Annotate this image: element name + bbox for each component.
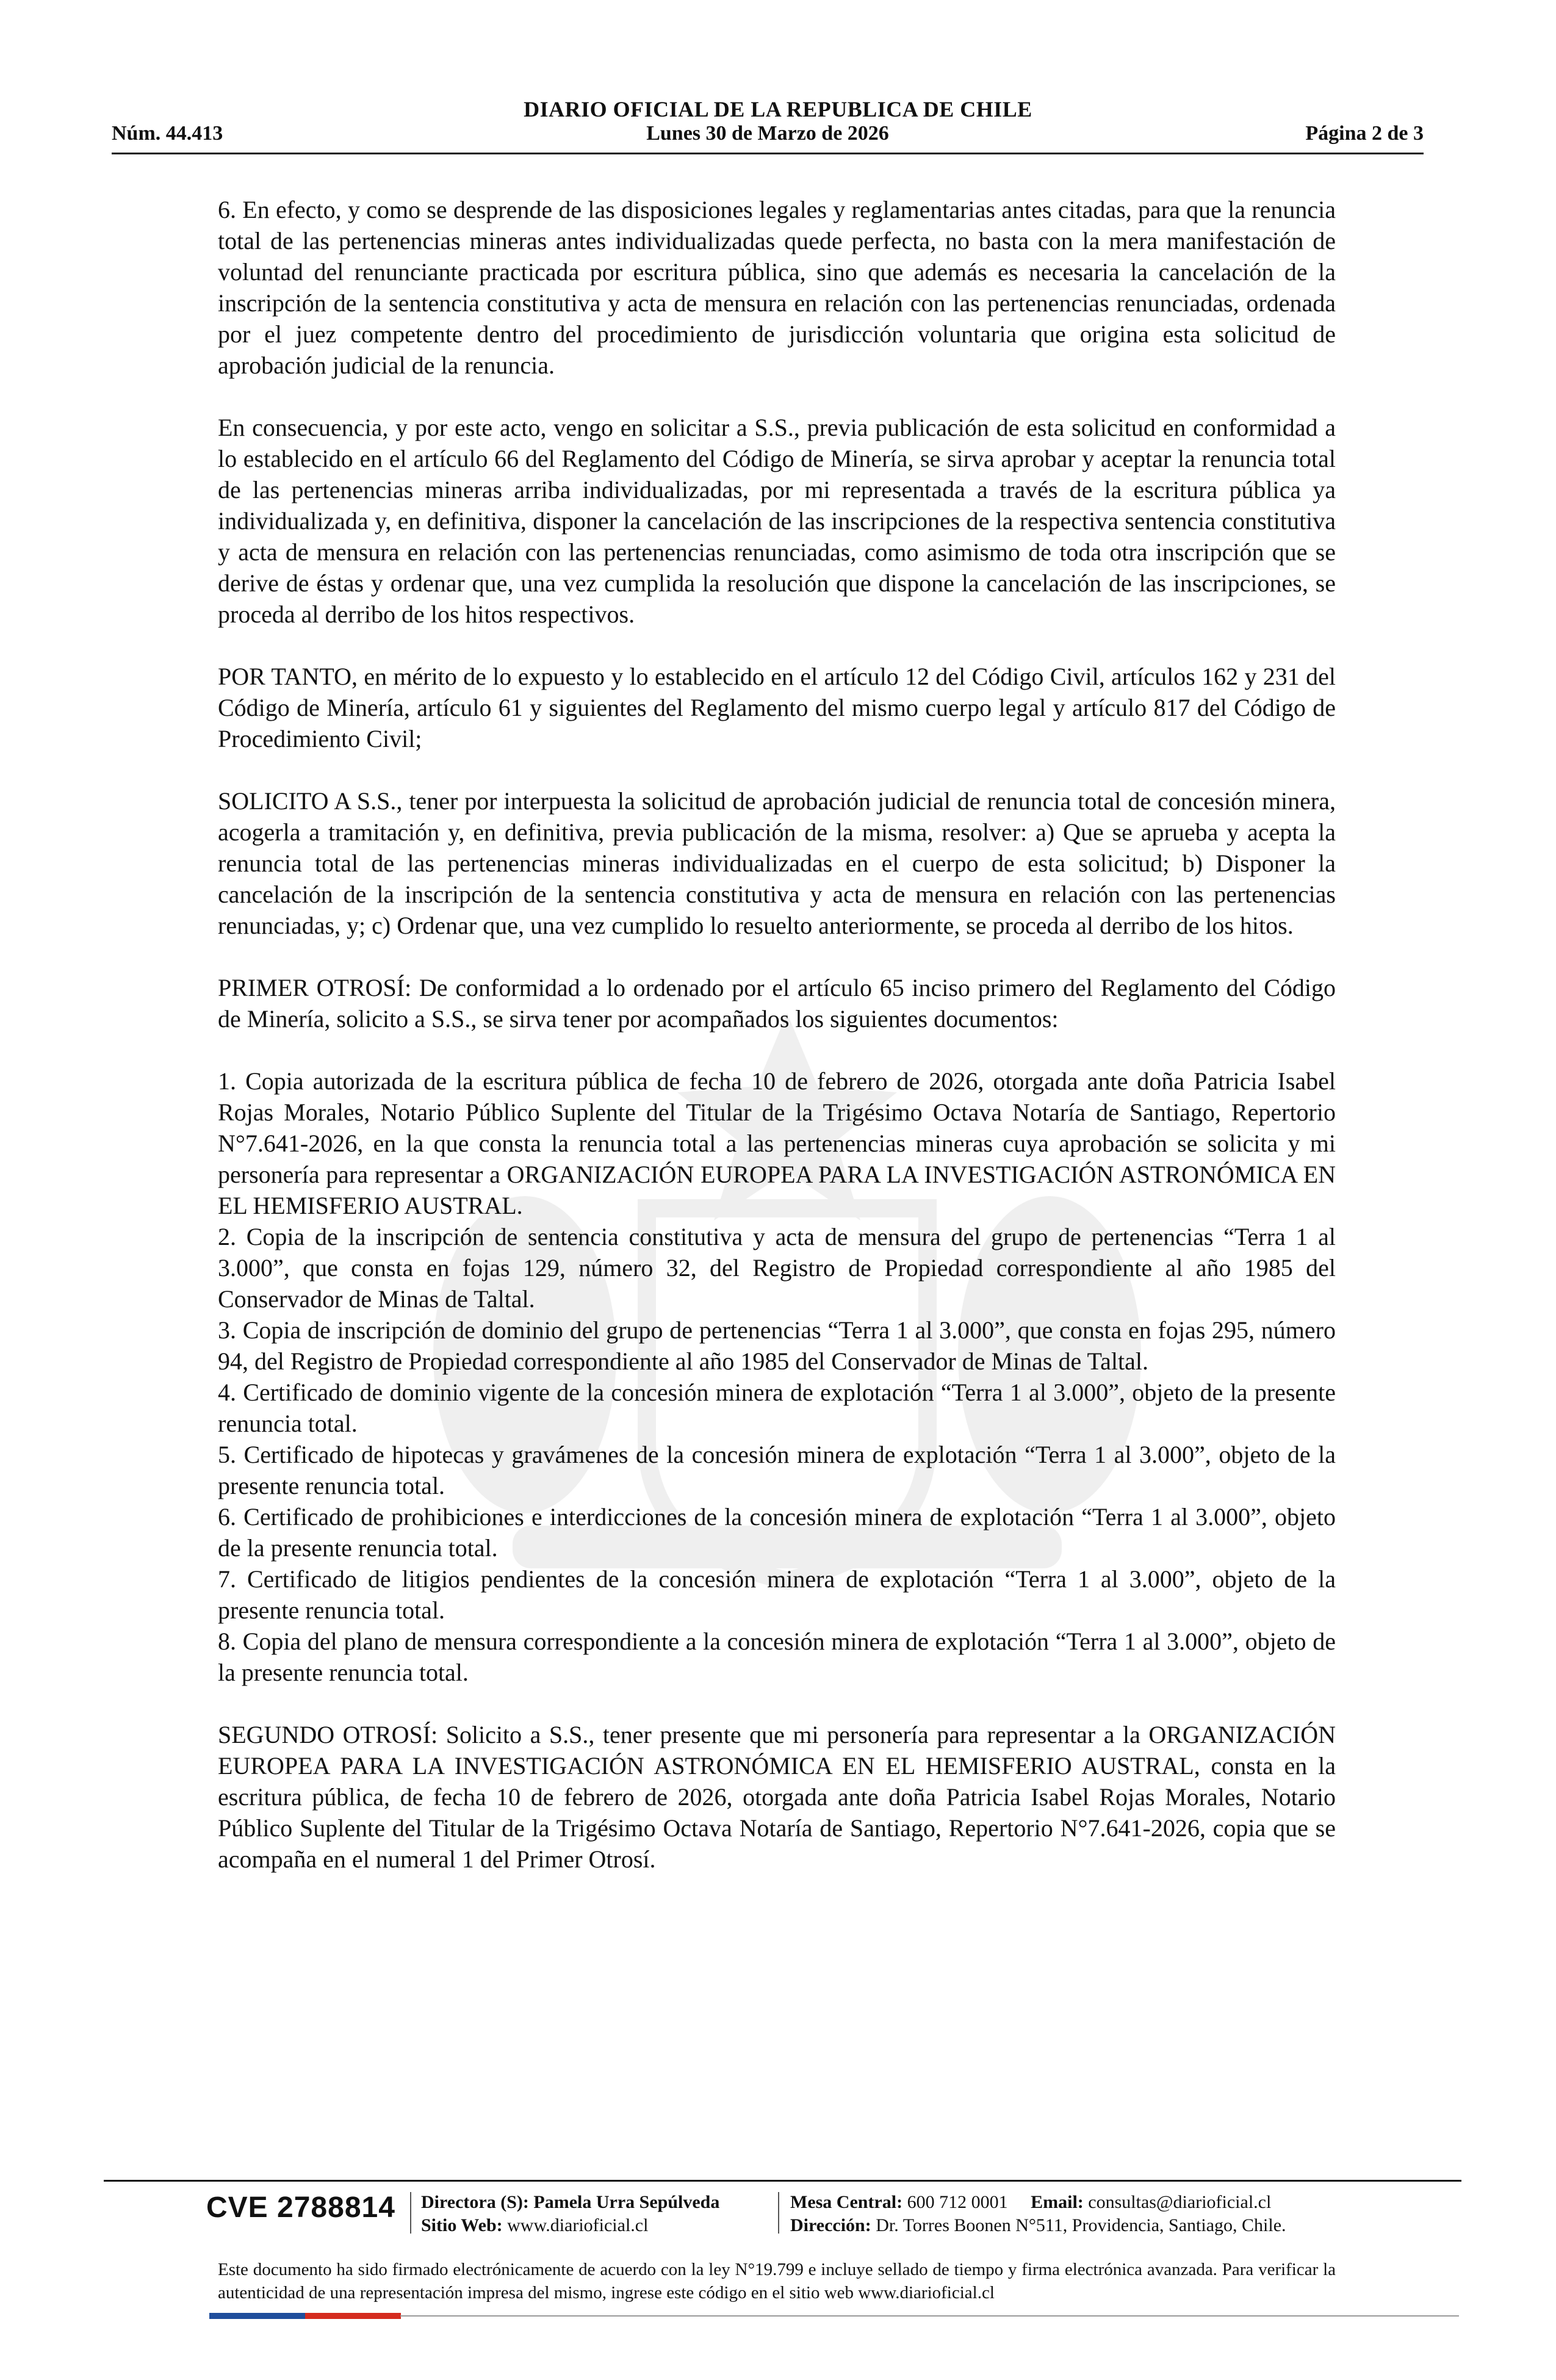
list-item: 5. Certificado de hipotecas y gravámenes de la concesión minera de explotación “Terra 1 al 3.000”, objeto de la presente renuncia total.: [218, 1441, 1336, 1499]
sitio-label: Sitio Web:: [421, 2215, 503, 2235]
issue-number: Núm. 44.413: [112, 122, 223, 145]
cve-code: CVE 2788814: [206, 2191, 395, 2224]
footer-bottom-rule: [400, 2315, 1459, 2317]
paragraph-segundo-otrosi: SEGUNDO OTROSÍ: Solicito a S.S., tener presente que mi personería para representar a la ORGANIZACIÓN EUROPEA PARA LA INVESTIGACIÓN ASTRONÓMICA EN EL HEMISFERIO AUSTRAL, consta en la escritura pública, de fecha 10 de febrero de 2026, otorgada ante doña Patricia Isabel Rojas Morales, Notario Público Suplente del Titular de la Trigésimo Octava Notaría de Santiago, Repertorio N°7.641-2026, copia que se acompaña en el numeral 1 del Primer Otrosí.: [218, 1721, 1336, 1873]
email-label: Email:: [1031, 2192, 1084, 2212]
flag-red-bar: [305, 2313, 401, 2319]
sitio-web-link[interactable]: www.diarioficial.cl: [507, 2215, 649, 2235]
footer-separator: [778, 2192, 779, 2234]
directora-name: Pamela Urra Sepúlveda: [533, 2192, 720, 2212]
list-item: 6. Certificado de prohibiciones e interdicciones de la concesión minera de explotación “Terra 1 al 3.000”, objeto de la presente renuncia total.: [218, 1503, 1336, 1562]
list-item: 1. Copia autorizada de la escritura pública de fecha 10 de febrero de 2026, otorgada ante doña Patricia Isabel Rojas Morales, Notario Público Suplente del Titular de la Trigésimo Octava Notaría de Santiago, Repertorio N°7.641-2026, en la que consta la renuncia total a las pertenencias mineras cuya aprobación se solicita y mi personería para representar a ORGANIZACIÓN EUROPEA PARA LA INVESTIGACIÓN ASTRONÓMICA EN EL HEMISFERIO AUSTRAL.: [218, 1067, 1336, 1219]
direccion-value: Dr. Torres Boonen N°511, Providencia, Santiago, Chile.: [876, 2215, 1286, 2235]
email-link[interactable]: consultas@diarioficial.cl: [1088, 2192, 1272, 2212]
header-row: [112, 122, 1424, 150]
paragraph-solicito: SOLICITO A S.S., tener por interpuesta la solicitud de aprobación judicial de renuncia total de concesión minera, acogerla a tramitación y, en definitiva, previa publicación de la misma, resolver: a) Que se aprueba y acepta la renuncia total de las pertenencias mineras individualizadas en el cuerpo de esta solicitud; b) Disponer la cancelación de la inscripción de la sentencia constitutiva y acta de mensura en relación con las pertenencias renunciadas, y; c) Ordenar que, una vez cumplido lo resuelto anteriormente, se proceda al derribo de los hitos.: [218, 787, 1336, 939]
mesa-phone: 600 712 0001: [907, 2192, 1008, 2212]
page-number: Página 2 de 3: [1305, 122, 1424, 145]
issue-date: Lunes 30 de Marzo de 2026: [646, 122, 889, 145]
documents-list: [218, 1066, 1336, 1688]
flag-blue-bar: [209, 2313, 305, 2319]
signature-note: Este documento ha sido firmado electrónicamente de acuerdo con la ley N°19.799 e incluye sellado de tiempo y firma electrónica avanzada. Para verificar la autenticidad de una representación impresa del mismo, ingrese este código en el sitio web www.diarioficial.cl: [218, 2260, 1336, 2302]
list-item: 4. Certificado de dominio vigente de la concesión minera de explotación “Terra 1 al 3.000”, objeto de la presente renuncia total.: [218, 1379, 1336, 1437]
direccion-label: Dirección:: [790, 2215, 871, 2235]
footer-contact-right: [790, 2191, 1286, 2237]
newspaper-title: DIARIO OFICIAL DE LA REPUBLICA DE CHILE: [524, 97, 1032, 121]
footer-separator: [410, 2192, 411, 2234]
footer-contact-left: [421, 2191, 719, 2237]
list-item: 8. Copia del plano de mensura correspondiente a la concesión minera de explotación “Terra 1 al 3.000”, objeto de la presente renuncia total.: [218, 1628, 1336, 1686]
document-body: [218, 194, 1336, 1906]
list-item: 3. Copia de inscripción de dominio del grupo de pertenencias “Terra 1 al 3.000”, que consta en fojas 295, número 94, del Registro de Propiedad correspondiente al año 1985 del Conservador de Minas de Taltal.: [218, 1316, 1336, 1375]
list-item: 7. Certificado de litigios pendientes de la concesión minera de explotación “Terra 1 al 3.000”, objeto de la presente renuncia total.: [218, 1565, 1336, 1624]
list-item: 2. Copia de la inscripción de sentencia constitutiva y acta de mensura del grupo de pertenencias “Terra 1 al 3.000”, que consta en fojas 129, número 32, del Registro de Propiedad correspondiente al año 1985 del Conservador de Minas de Taltal.: [218, 1223, 1336, 1313]
paragraph-primer-otrosi: PRIMER OTROSÍ: De conformidad a lo ordenado por el artículo 65 inciso primero del Reglamento del Código de Minería, solicito a S.S., se sirva tener por acompañados los siguientes documentos:: [218, 974, 1336, 1033]
paragraph-consecuencia: En consecuencia, y por este acto, vengo en solicitar a S.S., previa publicación de esta solicitud en conformidad a lo establecido en el artículo 66 del Reglamento del Código de Minería, se sirva aprobar y aceptar la renuncia total de las pertenencias mineras arriba individualizadas, por mi representada a través de la escritura pública ya individualizada y, en definitiva, disponer la cancelación de las inscripciones de la respectiva sentencia constitutiva y acta de mensura en relación con las pertenencias renunciadas, como asimismo de toda otra inscripción que se derive de éstas y ordenar que, una vez cumplida la resolución que dispone la cancelación de las inscripciones, se proceda al derribo de los hitos respectivos.: [218, 414, 1336, 628]
paragraph-6: 6. En efecto, y como se desprende de las disposiciones legales y reglamentarias antes citadas, para que la renuncia total de las pertenencias mineras antes individualizadas quede perfecta, no basta con la mera manifestación de voluntad del renunciante practicada por escritura pública, sino que además es necesaria la cancelación de la inscripción de la sentencia constitutiva y acta de mensura en relación con las pertenencias renunciadas, ordenada por el juez competente dentro del procedimiento de jurisdicción voluntaria que origina esta solicitud de aprobación judicial de la renuncia.: [218, 196, 1336, 379]
paragraph-por-tanto: POR TANTO, en mérito de lo expuesto y lo establecido en el artículo 12 del Código Civil, artículos 162 y 231 del Código de Minería, artículo 61 y siguientes del Reglamento del mismo cuerpo legal y artículo 817 del Código de Procedimiento Civil;: [218, 663, 1336, 752]
directora-label: Directora (S):: [421, 2192, 529, 2212]
mesa-label: Mesa Central:: [790, 2192, 903, 2212]
header-divider: [112, 153, 1424, 154]
footer-divider: [104, 2180, 1461, 2182]
